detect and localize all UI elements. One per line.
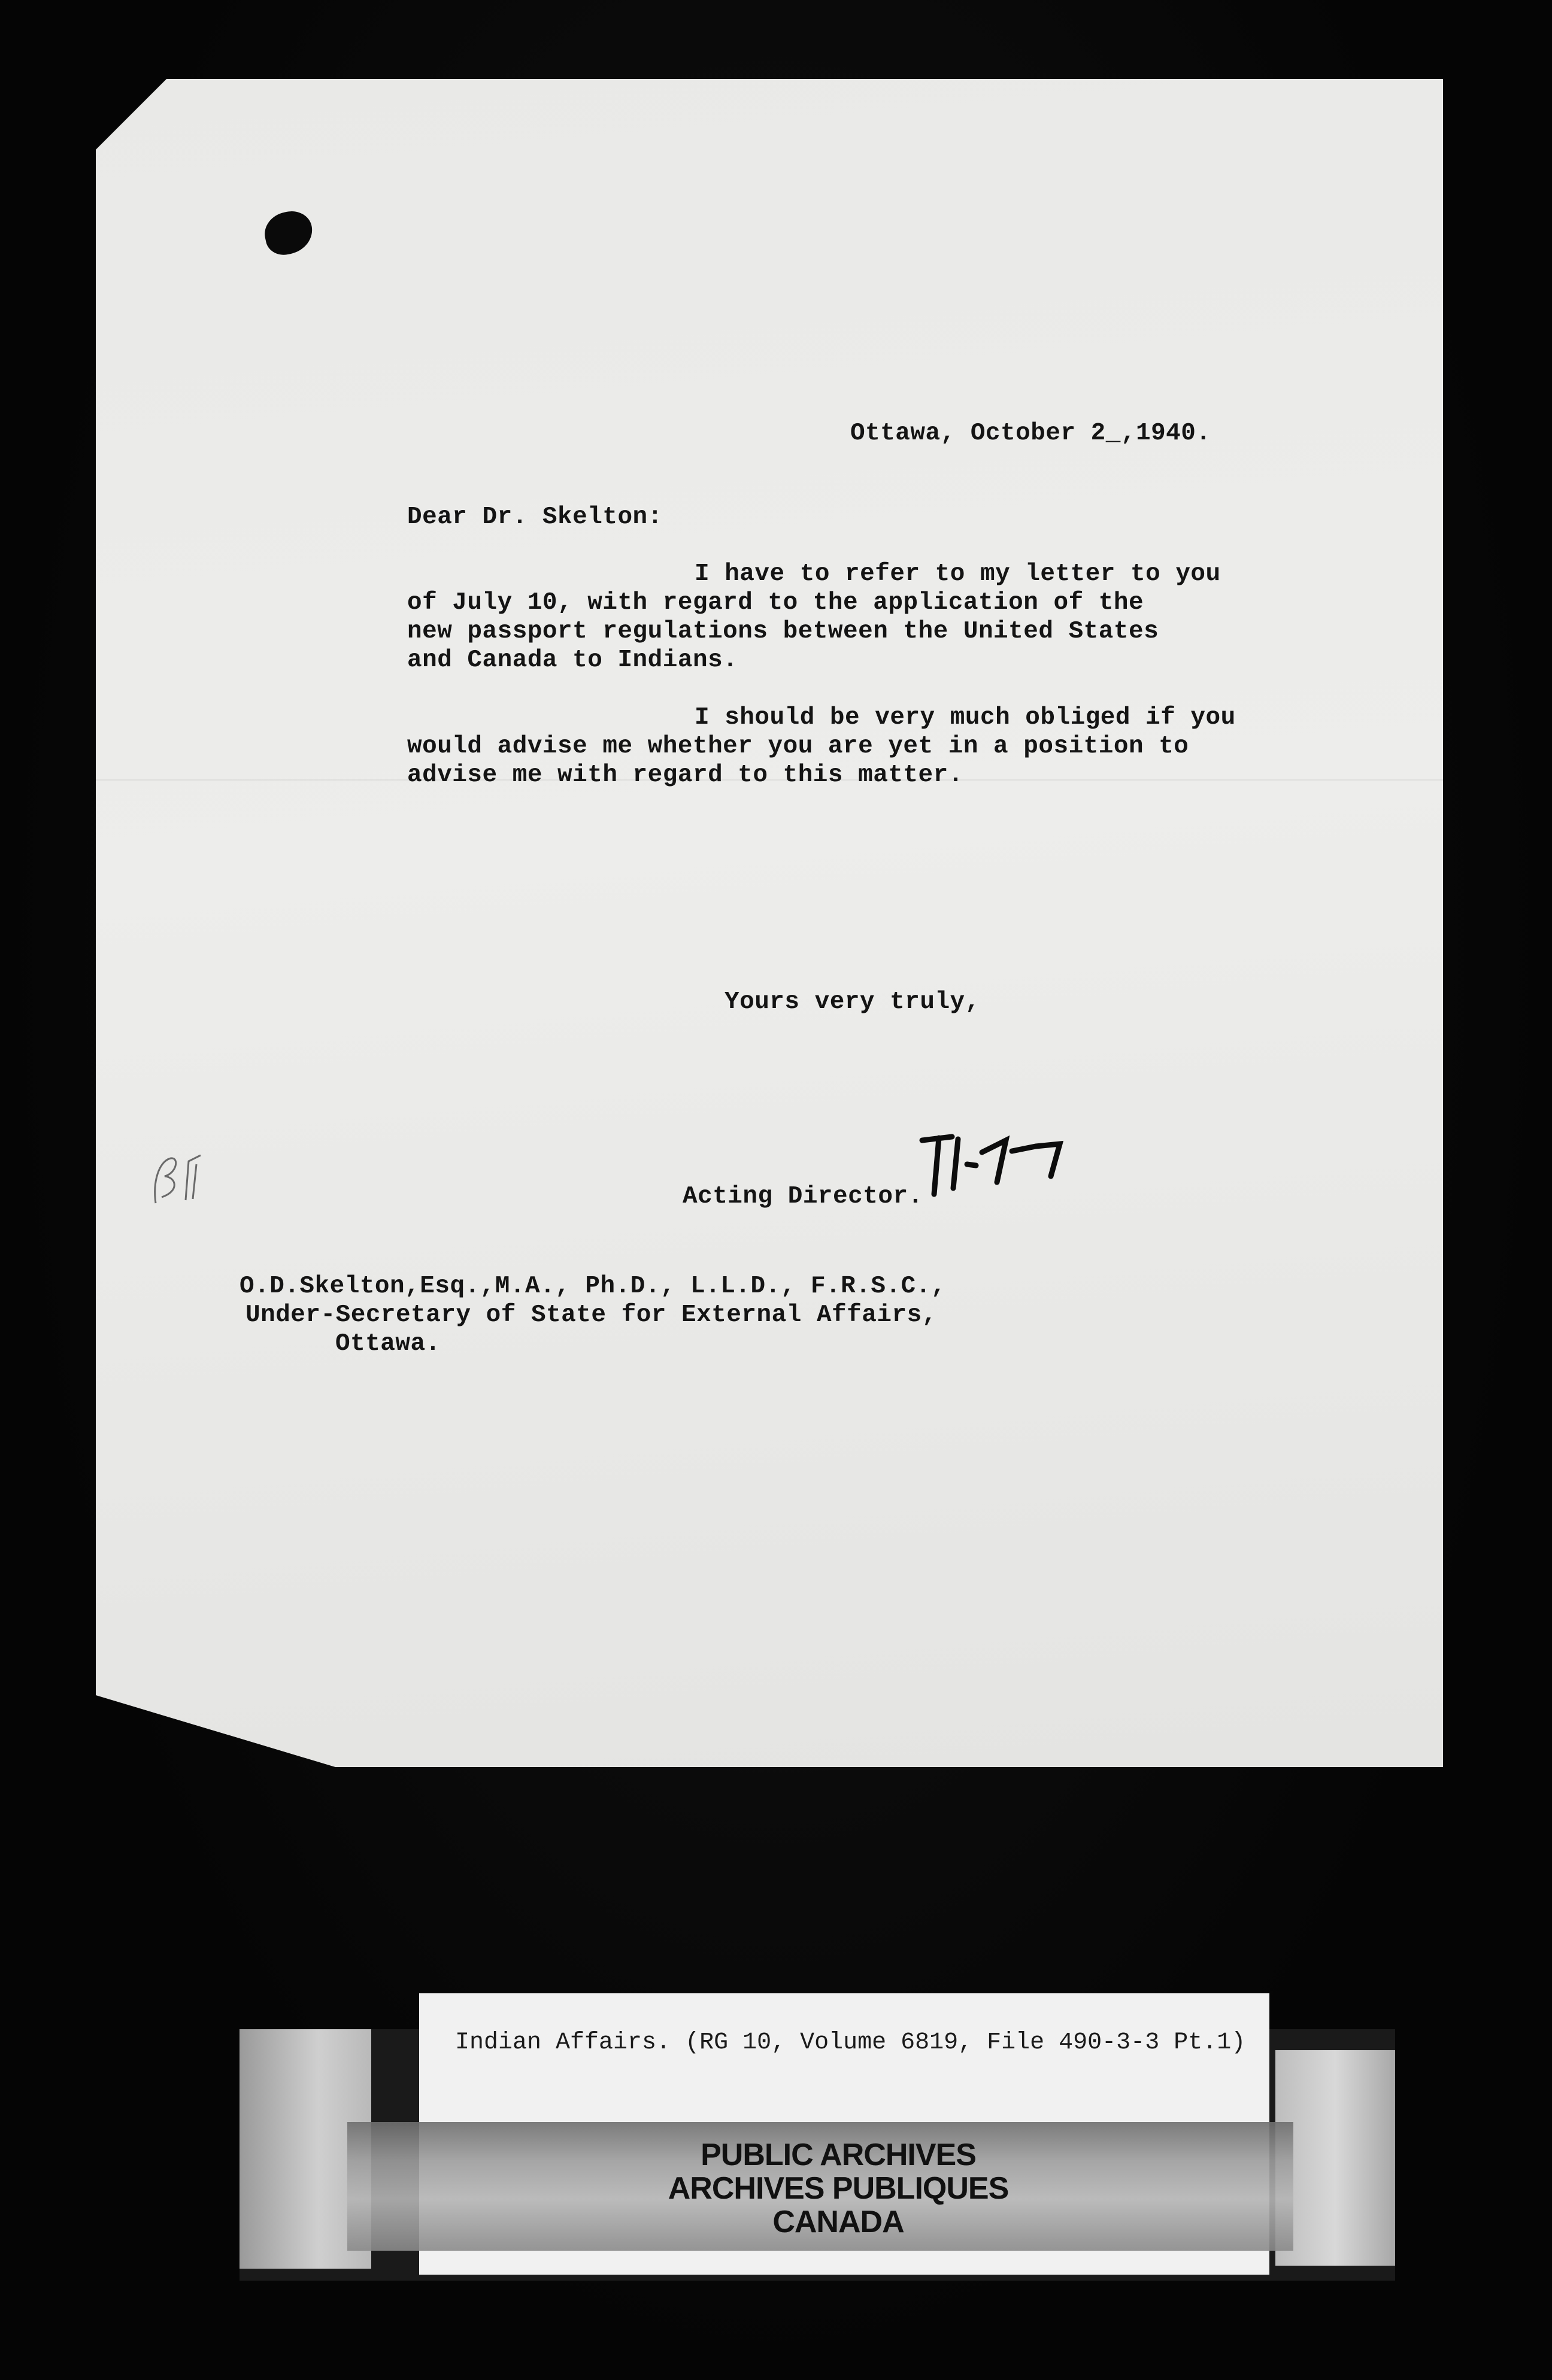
handwritten-signature: [916, 1128, 1078, 1200]
archive-reference: Indian Affairs. (RG 10, Volume 6819, File 490-3-3 Pt.1): [455, 2029, 1246, 2056]
stamp-line-1: PUBLIC ARCHIVES: [701, 2138, 976, 2172]
salutation: Dear Dr. Skelton:: [407, 503, 663, 531]
archive-stamp: [539, 2138, 1138, 2239]
paragraph1-line4: and Canada to Indians.: [407, 646, 738, 674]
addressee-line1: O.D.Skelton,Esq.,M.A., Ph.D., L.L.D., F.R.S.C.,: [240, 1273, 946, 1300]
stamp-line-3: CANADA: [772, 2205, 904, 2239]
paragraph2-line3: advise me with regard to this matter.: [407, 761, 963, 789]
pencil-initials: [144, 1146, 216, 1212]
paragraph2-line2: would advise me whether you are yet in a position to: [407, 733, 1189, 760]
paragraph1-line2: of July 10, with regard to the application of the: [407, 589, 1144, 617]
closing: Yours very truly,: [725, 988, 980, 1016]
label-strip-right-tab: [1275, 2050, 1395, 2266]
paragraph2-line1: I should be very much obliged if you: [695, 704, 1236, 731]
ink-blot: [261, 207, 317, 258]
place-date: Ottawa, October 2_,1940.: [850, 420, 1211, 447]
signatory-title: Acting Director.: [683, 1183, 923, 1210]
paragraph1-line3: new passport regulations between the United States: [407, 618, 1159, 645]
addressee-line2: Under-Secretary of State for External Affairs,: [245, 1301, 937, 1329]
letter-page: [96, 79, 1443, 1767]
paragraph1-line1: I have to refer to my letter to you: [695, 560, 1221, 588]
stamp-line-2: ARCHIVES PUBLIQUES: [668, 2171, 1009, 2206]
addressee-line3: Ottawa.: [335, 1330, 441, 1358]
